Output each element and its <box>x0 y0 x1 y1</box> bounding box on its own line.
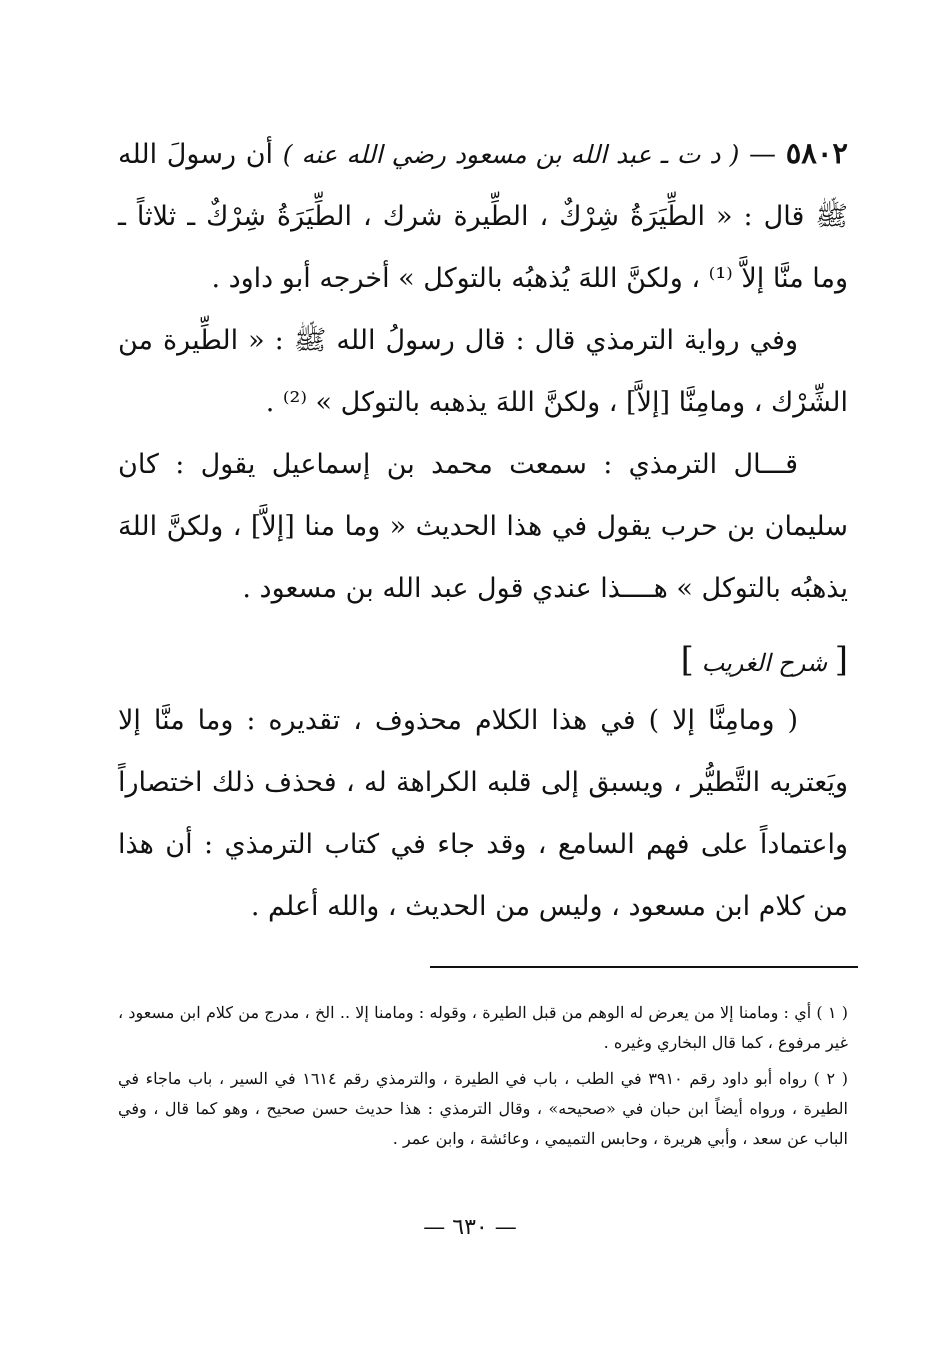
footnote-1: ( ١ ) أي : ومامنا إلا من يعرض له الوهم من قبل الطيرة ، وقوله : ومامنا إلا .. الخ ، مدرج من كلام ابن مسعود ، غير مرفوع ، كما قال البخاري وغيره . <box>118 1003 848 1052</box>
hadith-text: أن رسولَ الله ﷺ قال : « الطِّيَرَةُ شِرْكٌ ، الطِّيرة شرك ، الطِّيَرَةُ شِرْكٌ ـ ثلاثاً ـ وما منَّا إلاَّ ⁽¹⁾ ، ولكنَّ اللهَ يُذهبُه بالتوكل » أخرجه أبو داود . <box>118 139 848 294</box>
page-number: — ٦٣٠ — <box>423 1215 517 1240</box>
hadith-entry <box>118 122 848 620</box>
footnotes <box>118 998 848 1160</box>
hadith-number: ٥٨٠٢ <box>785 136 848 170</box>
hadith-paragraph-main <box>118 122 848 310</box>
footnote-2: ( ٢ ) رواه أبو داود رقم ٣٩١٠ في الطب ، باب في الطيرة ، والترمذي رقم ١٦١٤ في السير ، باب ماجاء في الطيرة ، ورواه أيضاً ابن حبان في «صحيحه» ، وقال الترمذي : هذا حديث حسن صحيح ، وهو كما قال ، وفي الباب عن سعد ، وأبي هريرة ، وحابس التميمي ، وعائشة ، وابن عمر . <box>118 1069 849 1148</box>
hadith-source: ( د ت ـ عبد الله بن مسعود رضي الله عنه ) <box>282 140 740 169</box>
gharib-paragraph: ( ومامِنَّا إلا ) في هذا الكلام محذوف ، تقديره : وما منَّا إلا ويَعتريه التَّطيُّر ، ويسبق إلى قلبه الكراهة له ، فحذف ذلك اختصاراً واعتماداً على فهم السامع ، وقد جاء في كتاب الترمذي : أن هذا من كلام ابن مسعود ، وليس من الحديث ، والله أعلم . <box>118 705 848 922</box>
heading-title: شرح الغريب <box>701 649 828 677</box>
tirmidhi-narration: وفي رواية الترمذي قال : قال رسولُ الله ﷺ : « الطِّيرة من الشِّرْك ، ومامِنَّا [إلاَّ] ، ولكنَّ اللهَ يذهبه بالتوكل » ⁽²⁾ . <box>118 325 848 418</box>
tirmidhi-comment: قـــال الترمذي : سمعت محمد بن إسماعيل يقول : كان سليمان بن حرب يقول في هذا الحديث « وما منا [إلاَّ] ، ولكنَّ اللهَ يذهبُه بالتوكل » هــــذا عندي قول عبد الله بن مسعود . <box>118 449 848 604</box>
section-heading-gharib <box>681 634 848 689</box>
heading-close-bracket: ] <box>680 640 694 680</box>
gharib-explanation <box>118 690 848 938</box>
footnote-divider <box>430 966 858 968</box>
hadith-number-dash: — <box>749 139 777 170</box>
heading-open-bracket: [ <box>834 640 848 680</box>
